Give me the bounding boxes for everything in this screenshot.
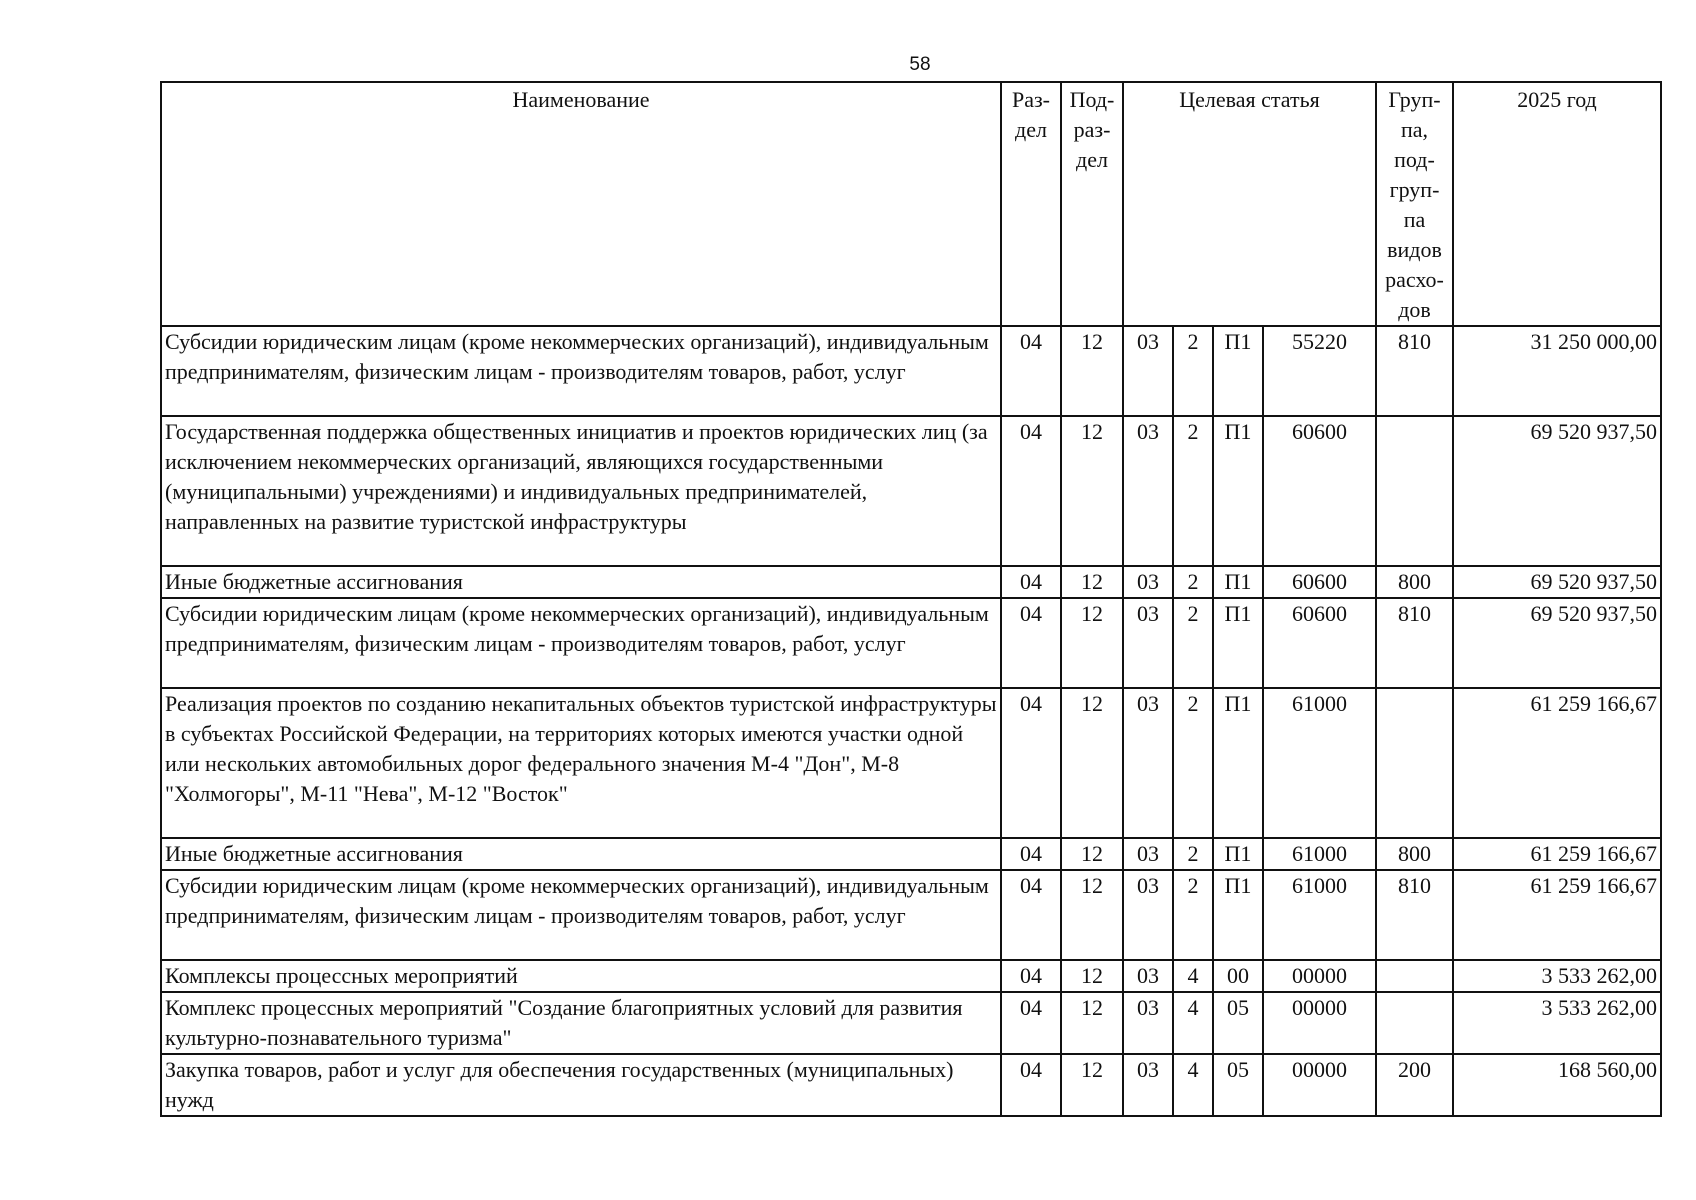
row-target-direction: 61000 (1263, 688, 1376, 838)
table-row (161, 416, 1661, 566)
row-target-type: 2 (1173, 598, 1213, 688)
row-subsection: 12 (1061, 566, 1123, 598)
row-section: 04 (1001, 598, 1061, 688)
row-target-direction: 00000 (1263, 960, 1376, 992)
row-target-direction: 55220 (1263, 326, 1376, 416)
row-target-type: 4 (1173, 992, 1213, 1054)
row-target-structure: 05 (1213, 1054, 1263, 1116)
table-row (161, 1054, 1661, 1116)
row-subsection: 12 (1061, 992, 1123, 1054)
row-section: 04 (1001, 566, 1061, 598)
row-target-direction: 61000 (1263, 838, 1376, 870)
row-target-type: 2 (1173, 688, 1213, 838)
row-target-type: 2 (1173, 838, 1213, 870)
table-row (161, 688, 1661, 838)
page-number: 58 (909, 54, 931, 75)
row-section: 04 (1001, 688, 1061, 838)
row-section: 04 (1001, 326, 1061, 416)
row-target-structure: П1 (1213, 416, 1263, 566)
row-target-program: 03 (1123, 566, 1173, 598)
table-row (161, 838, 1661, 870)
row-target-structure: П1 (1213, 326, 1263, 416)
row-section: 04 (1001, 992, 1061, 1054)
row-expense-group: 810 (1376, 870, 1453, 960)
row-amount: 69 520 937,50 (1453, 416, 1661, 566)
row-target-program: 03 (1123, 960, 1173, 992)
row-target-type: 2 (1173, 566, 1213, 598)
row-section: 04 (1001, 870, 1061, 960)
row-name: Государственная поддержка общественных инициатив и проектов юридических лиц (за исключением некоммерческих организаций, являющихся государственными (муниципальными) учреждениями) и индивидуальных предпринимателей, направленных на развитие туристской инфраструктуры (161, 416, 1001, 566)
header-expense-group: Груп- па, под- груп- па видов расхо- дов (1376, 82, 1453, 326)
row-amount: 31 250 000,00 (1453, 326, 1661, 416)
row-target-structure: П1 (1213, 870, 1263, 960)
row-target-direction: 60600 (1263, 416, 1376, 566)
row-section: 04 (1001, 838, 1061, 870)
row-section: 04 (1001, 416, 1061, 566)
row-expense-group (1376, 992, 1453, 1054)
row-amount: 61 259 166,67 (1453, 838, 1661, 870)
row-name: Закупка товаров, работ и услуг для обеспечения государственных (муниципальных) нужд (161, 1054, 1001, 1116)
header-subsection: Под- раз- дел (1061, 82, 1123, 326)
row-target-structure: П1 (1213, 566, 1263, 598)
row-target-structure: 00 (1213, 960, 1263, 992)
row-name: Иные бюджетные ассигнования (161, 838, 1001, 870)
row-target-structure: П1 (1213, 598, 1263, 688)
table-row (161, 870, 1661, 960)
header-section: Раз- дел (1001, 82, 1061, 326)
row-subsection: 12 (1061, 598, 1123, 688)
row-subsection: 12 (1061, 416, 1123, 566)
header-year: 2025 год (1453, 82, 1661, 326)
table-row (161, 992, 1661, 1054)
row-target-structure: П1 (1213, 688, 1263, 838)
row-name: Иные бюджетные ассигнования (161, 566, 1001, 598)
row-target-direction: 60600 (1263, 566, 1376, 598)
row-amount: 3 533 262,00 (1453, 992, 1661, 1054)
row-expense-group: 810 (1376, 598, 1453, 688)
row-target-program: 03 (1123, 688, 1173, 838)
row-expense-group (1376, 688, 1453, 838)
row-subsection: 12 (1061, 326, 1123, 416)
row-expense-group (1376, 960, 1453, 992)
row-expense-group (1376, 416, 1453, 566)
row-name: Комплексы процессных мероприятий (161, 960, 1001, 992)
row-subsection: 12 (1061, 1054, 1123, 1116)
row-target-type: 4 (1173, 1054, 1213, 1116)
row-expense-group: 810 (1376, 326, 1453, 416)
row-target-structure: П1 (1213, 838, 1263, 870)
row-target-program: 03 (1123, 870, 1173, 960)
row-target-direction: 61000 (1263, 870, 1376, 960)
header-target-article: Целевая статья (1123, 82, 1376, 326)
row-target-direction: 60600 (1263, 598, 1376, 688)
row-target-structure: 05 (1213, 992, 1263, 1054)
row-amount: 61 259 166,67 (1453, 870, 1661, 960)
row-name: Субсидии юридическим лицам (кроме некоммерческих организаций), индивидуальным предпринимателям, физическим лицам - производителям товаров, работ, услуг (161, 598, 1001, 688)
table-row (161, 960, 1661, 992)
row-target-program: 03 (1123, 838, 1173, 870)
row-subsection: 12 (1061, 688, 1123, 838)
row-expense-group: 800 (1376, 838, 1453, 870)
row-section: 04 (1001, 1054, 1061, 1116)
row-target-program: 03 (1123, 992, 1173, 1054)
row-name: Субсидии юридическим лицам (кроме некоммерческих организаций), индивидуальным предпринимателям, физическим лицам - производителям товаров, работ, услуг (161, 326, 1001, 416)
row-target-program: 03 (1123, 326, 1173, 416)
row-target-type: 2 (1173, 326, 1213, 416)
row-name: Реализация проектов по созданию некапитальных объектов туристской инфраструктуры в субъектах Российской Федерации, на территориях которых имеются участки одной или нескольких автомобильных дорог федерального значения М-4 "Дон", М-8 "Холмогоры", М-11 "Нева", М-12 "Восток" (161, 688, 1001, 838)
table-header-row (161, 82, 1661, 326)
row-amount: 61 259 166,67 (1453, 688, 1661, 838)
row-subsection: 12 (1061, 870, 1123, 960)
row-section: 04 (1001, 960, 1061, 992)
row-amount: 168 560,00 (1453, 1054, 1661, 1116)
table-row (161, 326, 1661, 416)
row-subsection: 12 (1061, 838, 1123, 870)
row-amount: 69 520 937,50 (1453, 566, 1661, 598)
row-amount: 69 520 937,50 (1453, 598, 1661, 688)
budget-table (160, 81, 1662, 1117)
table-row (161, 598, 1661, 688)
row-target-program: 03 (1123, 416, 1173, 566)
header-name: Наименование (161, 82, 1001, 326)
row-target-type: 4 (1173, 960, 1213, 992)
row-target-type: 2 (1173, 870, 1213, 960)
row-amount: 3 533 262,00 (1453, 960, 1661, 992)
row-name: Комплекс процессных мероприятий "Создание благоприятных условий для развития культурно-познавательного туризма" (161, 992, 1001, 1054)
row-target-type: 2 (1173, 416, 1213, 566)
row-target-direction: 00000 (1263, 1054, 1376, 1116)
row-subsection: 12 (1061, 960, 1123, 992)
row-name: Субсидии юридическим лицам (кроме некоммерческих организаций), индивидуальным предпринимателям, физическим лицам - производителям товаров, работ, услуг (161, 870, 1001, 960)
table-body (161, 326, 1661, 1116)
row-expense-group: 200 (1376, 1054, 1453, 1116)
row-expense-group: 800 (1376, 566, 1453, 598)
row-target-program: 03 (1123, 598, 1173, 688)
row-target-program: 03 (1123, 1054, 1173, 1116)
row-target-direction: 00000 (1263, 992, 1376, 1054)
table-row (161, 566, 1661, 598)
